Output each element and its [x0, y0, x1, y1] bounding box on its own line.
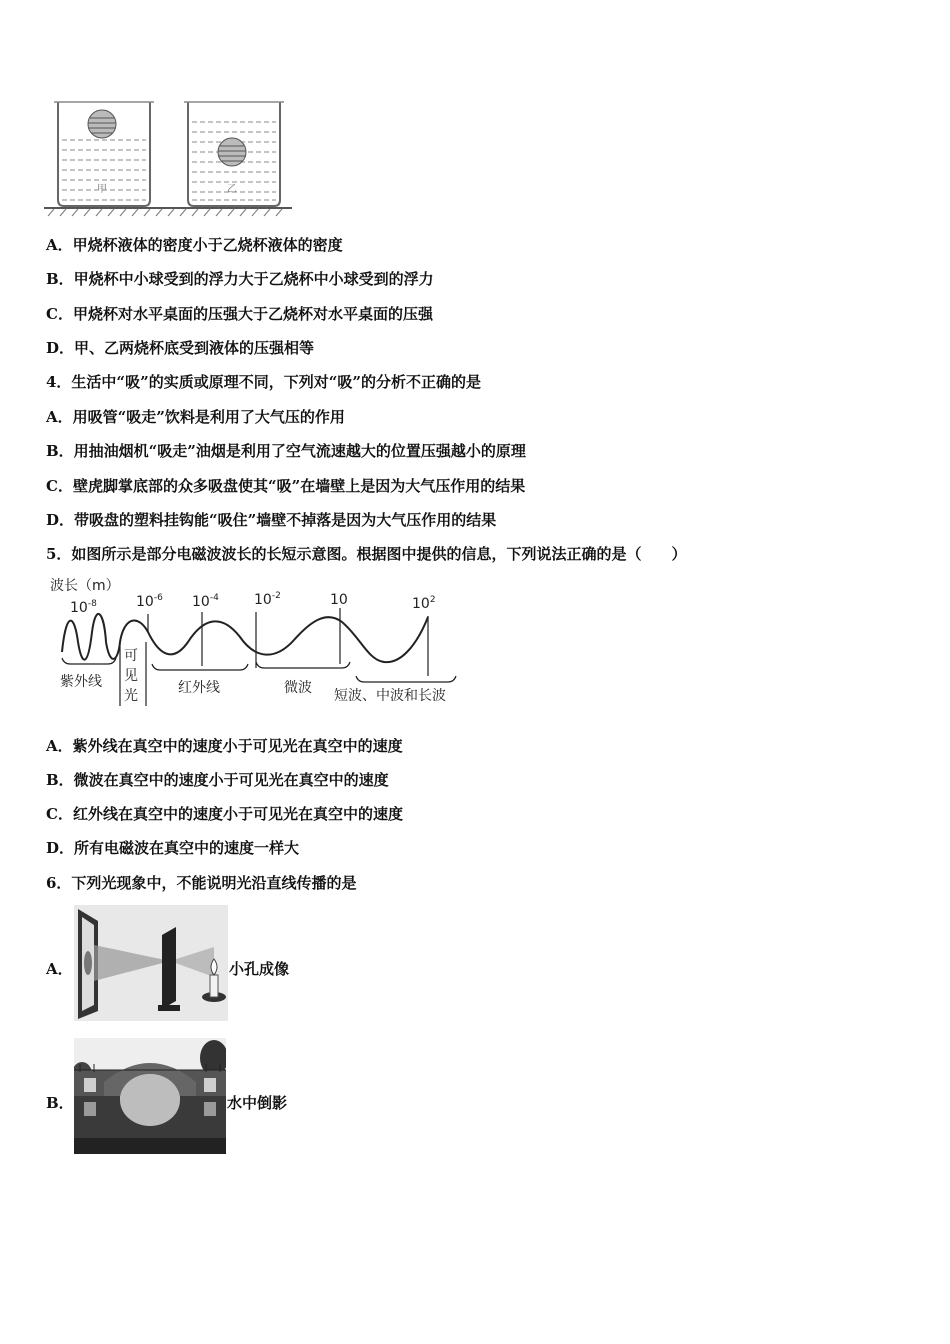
tick-10: 10	[330, 592, 348, 608]
band-visible-2: 见	[124, 668, 138, 684]
band-ir: 红外线	[178, 680, 220, 696]
q4-option-d: D．带吸盘的塑料挂钩能“吸住”墙壁不掉落是因为大气压作用的结果	[46, 511, 497, 529]
wave-curve	[62, 614, 428, 662]
tick-1e-6: $10^{-6}$	[136, 593, 163, 610]
q3-option-a: A．甲烧杯液体的密度小于乙烧杯液体的密度	[46, 236, 343, 254]
q6-option-a-letter: A．	[46, 960, 73, 978]
q3-option-b: B．甲烧杯中小球受到的浮力大于乙烧杯中小球受到的浮力	[46, 270, 434, 288]
beaker-jia-label: 甲	[97, 184, 107, 195]
ball-jia	[88, 110, 116, 138]
band-micro: 微波	[284, 680, 312, 696]
q5-option-b: B．微波在真空中的速度小于可见光在真空中的速度	[46, 771, 389, 789]
tick-1e-4: $10^{-4}$	[192, 593, 219, 610]
beaker-jia	[54, 102, 154, 206]
band-uv: 紫外线	[60, 674, 102, 690]
tick-1e2: $10^2$	[412, 595, 436, 612]
q6-option-b-letter: B．	[46, 1094, 74, 1112]
q5-stem: 5．如图所示是部分电磁波波长的长短示意图。根据图中提供的信息，下列说法正确的是（ ）	[46, 545, 687, 563]
q5-option-a: A．紫外线在真空中的速度小于可见光在真空中的速度	[46, 737, 403, 755]
q5-option-d: D．所有电磁波在真空中的速度一样大	[46, 839, 300, 857]
beakers-figure	[40, 96, 300, 218]
beaker-yi	[184, 102, 284, 206]
q3-option-d: D．甲、乙两烧杯底受到液体的压强相等	[46, 339, 315, 357]
band-visible-3: 光	[124, 688, 138, 704]
q6-option-b-text: 水中倒影	[227, 1094, 288, 1112]
em-spectrum-figure	[44, 572, 480, 712]
beaker-yi-label: 乙	[227, 184, 237, 195]
tick-1e-2: $10^{-2}$	[254, 591, 281, 608]
q5-option-c: C．红外线在真空中的速度小于可见光在真空中的速度	[46, 805, 403, 823]
q4-option-b: B．用抽油烟机“吸走”油烟是利用了空气流速越大的位置压强越小的原理	[46, 442, 526, 460]
q4-stem: 4．生活中“吸”的实质或原理不同，下列对“吸”的分析不正确的是	[46, 373, 481, 391]
q4-option-c: C．壁虎脚掌底部的众多吸盘使其“吸”在墙壁上是因为大气压作用的结果	[46, 477, 526, 495]
pinhole-image	[74, 905, 228, 1021]
q6-option-a-text: 小孔成像	[229, 960, 290, 978]
band-radio: 短波、中波和长波	[334, 688, 446, 704]
q6-stem: 6．下列光现象中，不能说明光沿直线传播的是	[46, 874, 357, 892]
axis-label: 波长（m）	[50, 578, 120, 594]
bridge-reflection-image	[74, 1038, 226, 1154]
q4-option-a: A．用吸管“吸走”饮料是利用了大气压的作用	[46, 408, 345, 426]
q3-option-c: C．甲烧杯对水平桌面的压强大于乙烧杯对水平桌面的压强	[46, 305, 433, 323]
ball-yi	[218, 138, 246, 166]
tick-1e-8: $10^{-8}$	[70, 599, 97, 616]
band-visible-1: 可	[124, 648, 138, 664]
